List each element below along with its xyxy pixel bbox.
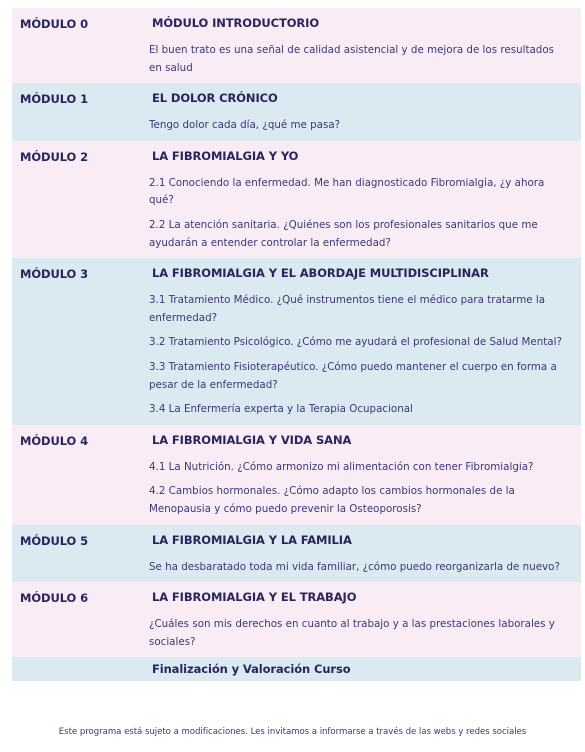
final-title: Finalización y Valoración Curso [152, 662, 351, 677]
module-row-4 [12, 425, 581, 525]
module-item: 4.2 Cambios hormonales. ¿Cómo adapto los cambios hormonales de la Menopausia y cómo puedo prevenir la Osteoporosis? [149, 485, 515, 515]
module-content [149, 83, 581, 141]
module-item: Tengo dolor cada día, ¿qué me pasa? [149, 119, 341, 132]
module-title: LA FIBROMIALGIA Y LA FAMILIA [152, 532, 352, 547]
module-content [149, 258, 581, 425]
final-row [12, 657, 581, 681]
module-item: 4.1 La Nutrición. ¿Cómo armonizo mi alimentación con tener Fibromialgia? [149, 460, 534, 473]
module-item: 3.3 Tratamiento Fisioterapéutico. ¿Cómo puedo mantener el cuerpo en forma a pesar de la enfermedad? [149, 360, 557, 391]
module-code: MÓDULO 5 [20, 533, 89, 548]
module-title: LA FIBROMIALGIA Y VIDA SANA [152, 432, 352, 447]
module-row-6 [12, 582, 581, 657]
module-title: LA FIBROMIALGIA Y YO [152, 148, 299, 163]
module-row-5 [12, 525, 581, 583]
module-content [149, 141, 581, 258]
module-row-3 [12, 258, 581, 425]
module-content [149, 8, 581, 83]
module-code: MÓDULO 3 [20, 267, 89, 282]
module-code: MÓDULO 2 [20, 149, 89, 164]
module-title: EL DOLOR CRÓNICO [152, 91, 278, 106]
module-item: ¿Cuáles son mis derechos en cuanto al trabajo y a las prestaciones laborales y sociales? [149, 618, 555, 648]
module-row-1 [12, 83, 581, 141]
module-item: Se ha desbaratado toda mi vida familiar, ¿cómo puedo reorganizarla de nuevo? [149, 560, 560, 573]
module-content [149, 582, 581, 657]
module-item: 2.1 Conociendo la enfermedad. Me han diagnosticado Fibromialgia, ¿y ahora qué? [149, 176, 545, 207]
module-title: MÓDULO INTRODUCTORIO [152, 16, 320, 30]
module-row-0 [12, 8, 581, 83]
module-content [149, 525, 581, 583]
module-code: MÓDULO 6 [20, 591, 89, 606]
module-code: MÓDULO 1 [20, 92, 89, 107]
final-content [149, 657, 581, 681]
module-content [149, 425, 581, 525]
module-item: 3.1 Tratamiento Médico. ¿Qué instrumentos tiene el médico para tratarme la enfermedad? [149, 294, 546, 324]
module-row-2 [12, 141, 581, 258]
program-table [12, 8, 581, 681]
module-item: 3.2 Tratamiento Psicológico. ¿Cómo me ayudará el profesional de Salud Mental? [149, 336, 562, 349]
module-item: 2.2 La atención sanitaria. ¿Quiénes son los profesionales sanitarios que me ayudarán a entender controlar la enfermedad? [149, 218, 538, 249]
footer-note: Este programa está sujeto a modificaciones. Les invitamos a informarse a través de las webs y redes sociales [58, 727, 527, 737]
module-item: El buen trato es una señal de calidad asistencial y de mejora de los resultados en salud [149, 44, 554, 74]
module-code: MÓDULO 0 [20, 17, 89, 31]
module-item: 3.4 La Enfermería experta y la Terapia Ocupacional [149, 403, 413, 416]
module-title: LA FIBROMIALGIA Y EL ABORDAJE MULTIDISCIPLINAR [152, 266, 489, 281]
module-title: LA FIBROMIALGIA Y EL TRABAJO [152, 590, 357, 605]
module-code: MÓDULO 4 [20, 433, 89, 448]
